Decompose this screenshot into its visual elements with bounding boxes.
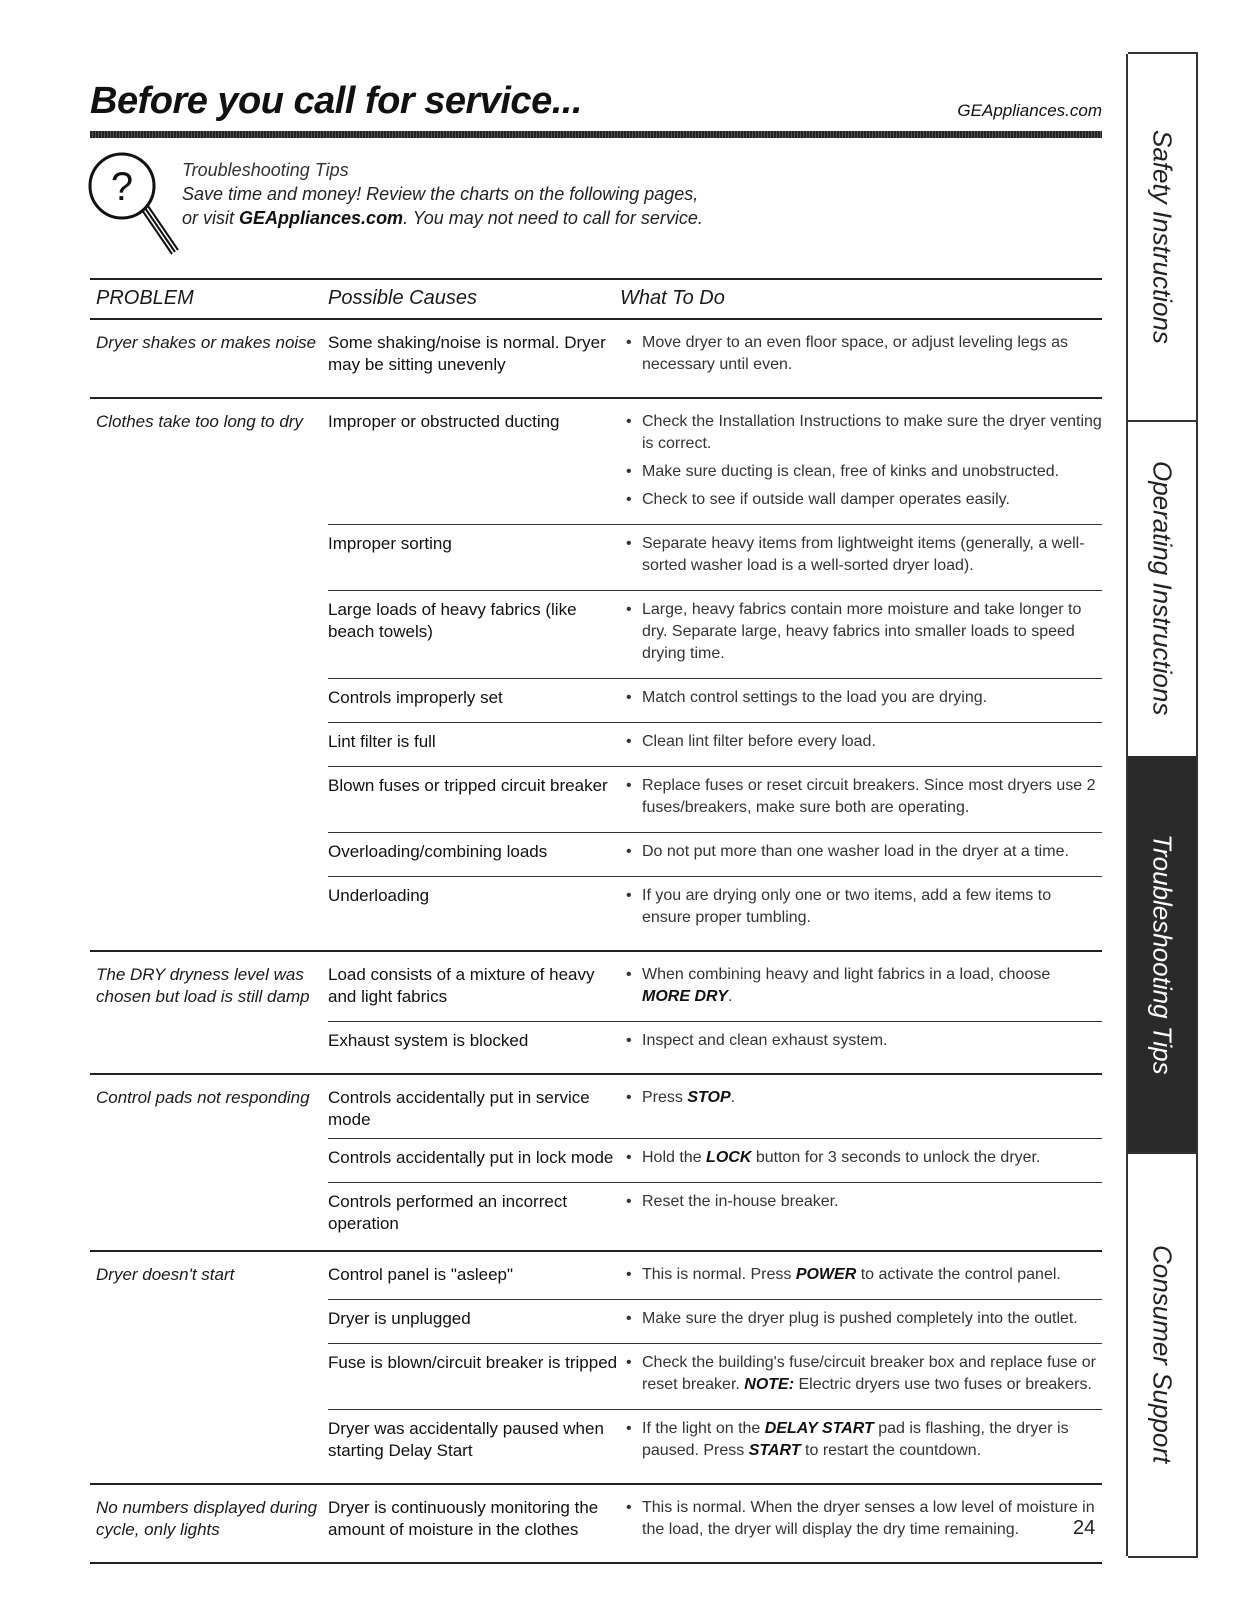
possible-cause: Exhaust system is blocked xyxy=(328,1031,529,1050)
table-row xyxy=(328,1343,1102,1409)
possible-cause: Large loads of heavy fabrics (like beach towels) xyxy=(328,600,577,641)
problem-label: Dryer doesn't start xyxy=(96,1265,235,1284)
table-row xyxy=(328,956,1102,1021)
possible-cause: Lint filter is full xyxy=(328,732,436,751)
todo-text: Hold the xyxy=(642,1149,707,1166)
todo-text: Check the building's fuse/circuit breaker box and replace fuse or reset breaker. xyxy=(642,1354,1096,1393)
todo-item xyxy=(620,1030,1102,1052)
emphasis-text: START xyxy=(748,1442,801,1459)
site-url: GEAppliances.com xyxy=(957,101,1102,120)
possible-cause: Improper sorting xyxy=(328,534,452,553)
todo-text: to restart the countdown. xyxy=(800,1442,982,1459)
problem-group xyxy=(90,1075,1102,1252)
side-tab-label: Consumer Support xyxy=(1147,1244,1178,1464)
problem-group xyxy=(90,1252,1102,1485)
header-todo: What To Do xyxy=(620,287,725,309)
todo-text: If the light on the xyxy=(642,1420,765,1437)
todo-item xyxy=(620,775,1102,819)
table-row xyxy=(328,766,1102,832)
todo-item xyxy=(620,489,1102,511)
header-rule xyxy=(90,131,1102,138)
header-causes: Possible Causes xyxy=(328,287,477,309)
problem-label: Clothes take too long to dry xyxy=(96,412,303,431)
table-row xyxy=(328,1021,1102,1065)
possible-cause: Fuse is blown/circuit breaker is tripped xyxy=(328,1353,618,1372)
table-row xyxy=(328,832,1102,876)
possible-cause: Control panel is "asleep" xyxy=(328,1265,514,1284)
possible-cause: Controls improperly set xyxy=(328,688,503,707)
todo-text: Separate heavy items from lightweight items (generally, a well-sorted washer load is a well-sorted dryer load). xyxy=(642,535,1085,574)
emphasis-text: LOCK xyxy=(706,1149,752,1166)
problem-label: The DRY dryness level was chosen but load is still damp xyxy=(96,965,310,1006)
todo-text: to activate the control panel. xyxy=(856,1266,1061,1283)
table-row xyxy=(328,1256,1102,1299)
question-mark-icon xyxy=(86,150,186,262)
tips-title: Troubleshooting Tips xyxy=(182,160,349,180)
todo-item xyxy=(620,332,1102,376)
emphasis-text: DELAY START xyxy=(764,1420,874,1437)
todo-item xyxy=(620,1087,1102,1109)
todo-text: Make sure ducting is clean, free of kinks and unobstructed. xyxy=(642,463,1060,480)
todo-text: Reset the in-house breaker. xyxy=(642,1193,839,1210)
todo-item xyxy=(620,411,1102,455)
problem-group xyxy=(90,399,1102,952)
table-row xyxy=(328,324,1102,389)
tips-link[interactable]: GEAppliances.com xyxy=(239,208,404,228)
table-row xyxy=(328,1182,1102,1242)
table-row xyxy=(328,1079,1102,1138)
table-row xyxy=(328,876,1102,942)
possible-cause: Underloading xyxy=(328,886,430,905)
table-row xyxy=(328,1489,1102,1554)
possible-cause: Improper or obstructed ducting xyxy=(328,412,560,431)
table-row xyxy=(328,590,1102,678)
emphasis-text: STOP xyxy=(687,1089,731,1106)
problem-label: No numbers displayed during cycle, only lights xyxy=(96,1498,318,1539)
problem-label: Control pads not responding xyxy=(96,1088,310,1107)
problem-group xyxy=(90,320,1102,399)
emphasis-text: POWER xyxy=(795,1266,857,1283)
table-row xyxy=(328,1409,1102,1475)
table-row xyxy=(328,524,1102,590)
page-title: Before you call for service... xyxy=(90,80,582,122)
todo-text: Do not put more than one washer load in the dryer at a time. xyxy=(642,843,1069,860)
side-tab-consumer-support[interactable] xyxy=(1128,1152,1196,1556)
possible-cause: Dryer is unplugged xyxy=(328,1309,471,1328)
possible-cause: Controls accidentally put in lock mode xyxy=(328,1148,614,1167)
tips-line-1: Save time and money! Review the charts on the following pages, xyxy=(182,184,699,204)
todo-text: pad is flashing, the dryer is paused. Press xyxy=(642,1420,1069,1459)
todo-item xyxy=(620,687,1102,709)
problem-group xyxy=(90,952,1102,1075)
todo-text: If you are drying only one or two items, add a few items to ensure proper tumbling. xyxy=(642,887,1052,926)
header-problem: PROBLEM xyxy=(96,287,194,309)
possible-cause: Dryer was accidentally paused when starting Delay Start xyxy=(328,1419,604,1460)
todo-text: This is normal. When the dryer senses a low level of moisture in the load, the dryer will display the dry time remaining. xyxy=(642,1499,1095,1538)
table-row xyxy=(328,678,1102,722)
todo-text: Press xyxy=(642,1089,688,1106)
problem-label: Dryer shakes or makes noise xyxy=(96,333,317,352)
svg-text:?: ? xyxy=(110,165,134,209)
troubleshooting-tips xyxy=(182,158,882,230)
problem-group xyxy=(90,1485,1102,1564)
todo-item xyxy=(620,964,1102,1008)
todo-text: Replace fuses or reset circuit breakers. Since most dryers use 2 fuses/breakers, make sure both are operating. xyxy=(642,777,1096,816)
possible-cause: Blown fuses or tripped circuit breaker xyxy=(328,776,608,795)
todo-item xyxy=(620,1264,1102,1286)
table-row xyxy=(328,403,1102,524)
todo-item xyxy=(620,1418,1102,1462)
todo-item xyxy=(620,533,1102,577)
possible-cause: Controls accidentally put in service mode xyxy=(328,1088,590,1129)
todo-text: Clean lint filter before every load. xyxy=(642,733,876,750)
todo-text: This is normal. Press xyxy=(642,1266,796,1283)
todo-item xyxy=(620,1308,1102,1330)
possible-cause: Load consists of a mixture of heavy and light fabrics xyxy=(328,965,595,1006)
possible-cause: Dryer is continuously monitoring the amount of moisture in the clothes xyxy=(328,1498,599,1539)
todo-text: button for 3 seconds to unlock the dryer. xyxy=(751,1149,1041,1166)
troubleshooting-table xyxy=(90,278,1102,1564)
todo-text: Check to see if outside wall damper operates easily. xyxy=(642,491,1010,508)
table-row xyxy=(328,1138,1102,1182)
todo-text: Inspect and clean exhaust system. xyxy=(642,1032,888,1049)
todo-item xyxy=(620,1352,1102,1396)
side-tab-safety-instructions[interactable] xyxy=(1128,54,1196,422)
side-tab-label: Safety Instructions xyxy=(1147,130,1178,344)
todo-item xyxy=(620,1497,1102,1541)
possible-cause: Controls performed an incorrect operation xyxy=(328,1192,568,1233)
todo-text: . xyxy=(727,988,733,1005)
todo-item xyxy=(620,599,1102,665)
side-tab-operating-instructions[interactable] xyxy=(1128,420,1196,758)
emphasis-text: NOTE: xyxy=(744,1376,795,1393)
page-number: 24 xyxy=(1073,1517,1096,1539)
todo-item xyxy=(620,885,1102,929)
side-tab-label: Troubleshooting Tips xyxy=(1147,833,1178,1075)
side-tab-troubleshooting-tips[interactable] xyxy=(1128,756,1196,1154)
todo-item xyxy=(620,1191,1102,1213)
possible-cause: Overloading/combining loads xyxy=(328,842,548,861)
todo-item xyxy=(620,841,1102,863)
todo-text: Electric dryers use two fuses or breakers. xyxy=(794,1376,1092,1393)
possible-cause: Some shaking/noise is normal. Dryer may be sitting unevenly xyxy=(328,333,606,374)
todo-item xyxy=(620,731,1102,753)
todo-text: Move dryer to an even floor space, or adjust leveling legs as necessary until even. xyxy=(642,334,1069,373)
emphasis-text: MORE DRY xyxy=(642,988,728,1005)
todo-item xyxy=(620,461,1102,483)
todo-text: Large, heavy fabrics contain more moisture and take longer to dry. Separate large, heavy fabrics into smaller loads to speed drying time. xyxy=(642,601,1082,662)
side-tab-label: Operating Instructions xyxy=(1147,460,1178,716)
todo-item xyxy=(620,1147,1102,1169)
table-row xyxy=(328,1299,1102,1343)
todo-text: Make sure the dryer plug is pushed completely into the outlet. xyxy=(642,1310,1078,1327)
todo-text: . xyxy=(730,1089,736,1106)
todo-text: Match control settings to the load you are drying. xyxy=(642,689,988,706)
table-header xyxy=(90,278,1102,320)
todo-text: Check the Installation Instructions to make sure the dryer venting is correct. xyxy=(642,413,1102,452)
todo-text: When combining heavy and light fabrics in a load, choose xyxy=(642,966,1051,983)
tips-line-2: or visit GEAppliances.com. You may not need to call for service. xyxy=(182,208,703,228)
side-tabs xyxy=(1128,52,1198,1558)
table-row xyxy=(328,722,1102,766)
